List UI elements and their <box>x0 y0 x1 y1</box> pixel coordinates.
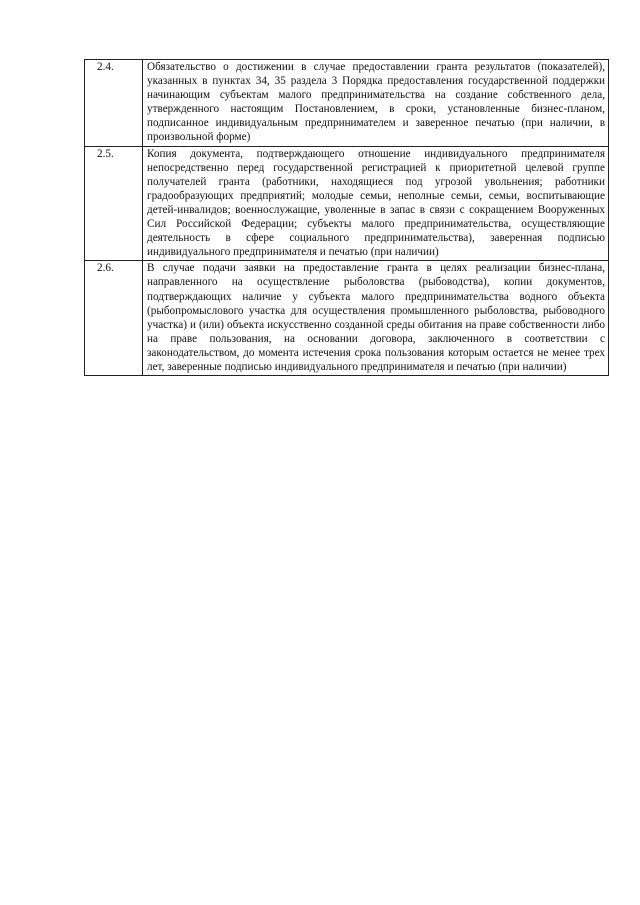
table-row <box>85 60 609 147</box>
row-number: 2.5. <box>85 146 143 261</box>
row-text: Обязательство о достижении в случае предоставлении гранта результатов (показателей), указанных в пунктах 34, 35 раздела 3 Порядка предоставления государственной поддержки начинающим субъектам малого предпринимательства на создание собственного дела, утвержденного настоящим Постановлением, в сроки, установленные бизнес-планом, подписанное индивидуальным предпринимателем и заверенное печатью (при наличии, в произвольной форме) <box>143 60 609 147</box>
row-text: В случае подачи заявки на предоставление гранта в целях реализации бизнес-плана, направленного на осуществление рыболовства (рыбоводства), копии документов, подтверждающих наличие у субъекта малого предпринимательства водного объекта (рыбопромыслового участка для осуществления промышленного рыболовства, рыбоводного участка) и (или) объекта искусственно созданной среды обитания на праве собственности либо на праве пользования, на основании договора, заключенного в соответствии с законодательством, до момента истечения срока пользования которым остается не менее трех лет, заверенные подписью индивидуального предпринимателя и печатью (при наличии) <box>143 261 609 376</box>
row-number: 2.6. <box>85 261 143 376</box>
row-number: 2.4. <box>85 60 143 147</box>
row-text: Копия документа, подтверждающего отношение индивидуального предпринимателя непосредственно перед государственной регистрацией к приоритетной целевой группе получателей гранта (работники, находящиеся под угрозой увольнения; работники градообразующих предприятий; молодые семьи, неполные семьи, семьи, воспитывающие детей-инвалидов; военнослужащие, уволенные в запас в связи с сокращением Вооруженных Сил Российской Федерации; субъекты малого предпринимательства, осуществляющие деятельность в сфере социального предпринимательства), заверенная подписью индивидуального предпринимателя и печатью (при наличии) <box>143 146 609 261</box>
table-row <box>85 146 609 261</box>
document-table <box>84 59 609 376</box>
table-row <box>85 261 609 376</box>
